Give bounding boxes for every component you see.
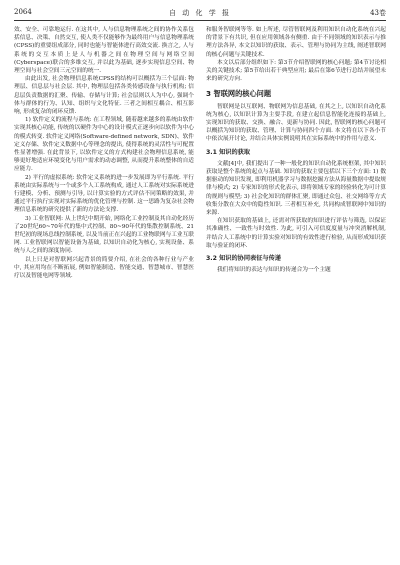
paragraph: 在知识获取的基础上, 还需对所获取的知识进行评估与筛选, 以保证其准确性、一致性与时效性. 为此, 可引入可信度度量与冲突消解机制, 并结合人工系统中的计算实验对知识的有效性进行检验, 从而形成知识获取与验证的闭环. — [206, 218, 386, 249]
paragraph: 以上只是对智联网兴起背景的简要介绍, 在社会的各种行业与产业中, 其应用均在不断拓展, 例如智能制造、智能交通、智慧城市、智慧医疗以及智能电网等领域. — [14, 256, 194, 280]
journal-name: 自 动 化 学 报 — [169, 9, 231, 17]
right-column — [206, 26, 386, 274]
section-heading: 3 智联网的核心问题 — [206, 89, 272, 99]
paragraph: 效、安全、可靠地运行. 在这其中, 人与信息物理系统之间的协作关系包括信息、决策、自然交互, 使人类不仅能够作为最终用户与信息物理系统(CPSS)的重要组成部分, 同时也能与智能体进行高效交流. 换言之, 人与系统的交互本质上是人与机器之间在物理空间与网络空间(Cyberspace)联合的多维交互, 并以此为基础, 逐步实现信息空间、物理空间与社会空间三元空间的统一. — [14, 27, 194, 75]
volume-label: 43卷 — [370, 9, 386, 17]
paragraph: 文献[4]中, 我们提出了一种一般化的知识自动化系统框架, 其中知识获取是整个系统的起点与基础. 知识的获取主要包括以下三个方面: 1) 数据驱动的知识发现, 即利用机器学习与数据挖掘方法从海量数据中提取规律与模式; 2) 专家知识的形式化表示, 即将领域专家的经验转化为可计算的规则与模型; 3) 社会化知识的群体汇聚, 即通过众包、社交网络等方式收集分散在大众中的隐性知识. 三者相互补充, 共同构成智联网中知识的来源. — [206, 160, 386, 217]
paragraph: 本文以后部分组织如下: 第3节介绍智联网的核心问题; 第4节讨论相关的关键技术; 第5节给出若干典型应用; 最后在第6节进行总结并展望未来的研究方向. — [206, 59, 386, 83]
subsection-heading: 3.2 知识的协同表征与传递 — [206, 255, 281, 263]
header-rule — [14, 20, 386, 21]
page-number: 2064 — [14, 8, 32, 16]
left-column — [14, 26, 194, 280]
paragraph: 由此出发, 社会物理信息系统CPSS的结构可以概括为三个层面: 物理层、信息层与社会层. 其中, 物理层包括各类传感设备与执行机构; 信息层负责数据的汇聚、传输、存储与计算; 社会层则以人为中心, 强调个体与群体的行为、认知、组织与文化特征. 三者之间相互耦合、相互影响, 形成复杂的闭环反馈. — [14, 76, 194, 116]
paragraph: 1) 软件定义的流程与系统: 在工程领域, 随着越来越多的系统由软件实现其核心功能, 传统的以硬件为中心的设计模式正逐步向以软件为中心的模式转变. 软件定义网络(Software-defined network, SDN)、软件定义存储、软件定义数据中心等理念的提出, 使得系统的灵活性与可配置性显著增强. 在此背景下, 以软件定义的方式构建社会物理信息系统, 能够更好地适应环境变化与用户需求的动态调整, 从而提升系统整体的自适应能力. — [14, 117, 194, 173]
paragraph: 和服务智联网等等. 如上所述, 尽管智联网及利用知识自动化系统在兴起的背景下有共识, 但在应用领域各有侧重. 由于不同领域的知识表示与推理方法各异, 本文以知识的获取、表示、管理与协同为主线, 阐述智联网的核心问题与关键技术. — [206, 27, 386, 58]
paragraph: 智联网是以互联网、物联网为信息基础, 在其之上, 以知识自动化系统为核心, 以知识计算为主要手段, 在建立起信息智能化连接的基础上, 实现知识的获取、交换、融合、更新与协同. 因此, 智联网的核心问题可以概括为知识的获取、管理、计算与协同四个方面. 本文将在以下各小节中依次展开讨论, 并结合具体实例说明其在实际系统中的作用与意义. — [206, 103, 386, 143]
paragraph: 我们将知识的表达与知识的传递合为一个主题 — [217, 267, 331, 274]
subsection-heading: 3.1 知识的获取 — [206, 148, 251, 156]
paragraph: 3) 工业智联网: 从上世纪中期开始, 网络化工业控制及其自动化经历了20世纪60~70年代的集中式控制、80~90年代的集散控制系统、21世纪初的现场总线控制系统, 以及当前正在兴起的工业物联网与工业互联网. 工业智联网以智能设备为基础, 以知识自动化为核心, 实现设备、系统与人之间的深度协同. — [14, 215, 194, 255]
paragraph: 2) 平行的虚拟系统: 软件定义系统的进一步发展即为平行系统. 平行系统由实际系统与一个或多个人工系统构成, 通过人工系统对实际系统进行建模、分析、预测与引导, 以计算实验的方式评估不同策略的效果, 并通过平行执行实现对实际系统的优化管理与控制. 这一思路为复杂社会物理信息系统的研究提供了新的方法论支撑. — [14, 174, 194, 214]
